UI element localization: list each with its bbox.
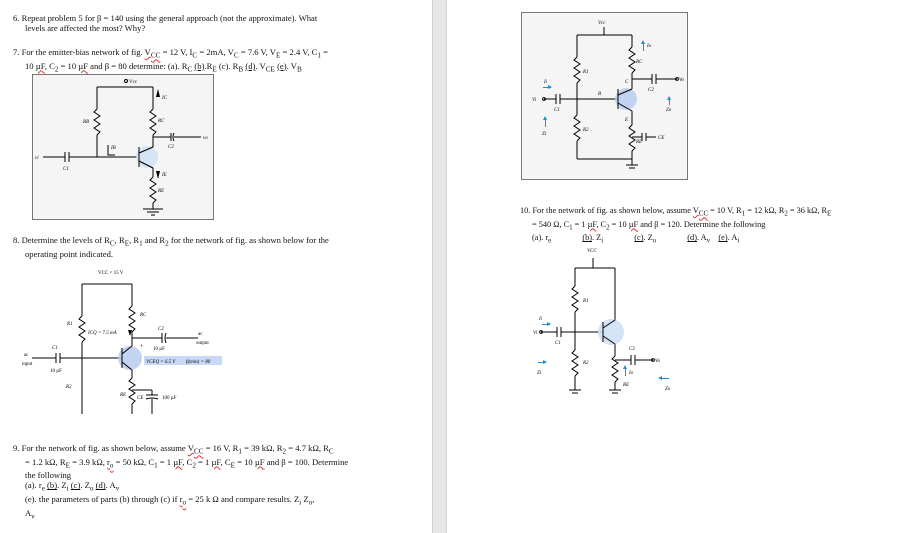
fig7-c2-label: C2 [168,145,174,150]
fig8-ac-out-label: ac [198,332,203,337]
fig8-c1-value: 10 µF [50,369,62,374]
fig7-c1-label: C1 [63,167,69,172]
fig10-c2-label: C2 [629,347,635,352]
fig10-c1-label: C1 [555,341,561,346]
bias-design-circuit [22,266,232,416]
fig7-vi-label: vi [35,156,39,161]
q10-line-2: = 540 Ω, $C_1 = 1$ µF, $C_2 = 10$ µF and β = 120. Determine the following [532,219,766,232]
page-gutter [432,0,447,533]
fig10-re-label: RE [623,383,630,388]
fig7-vcc-label: Vcc [129,80,138,85]
fig8-vceq-label: VCEQ = 6.5 V [146,360,176,365]
fig8-plus: + [140,344,144,350]
fig10-io-label: Io [629,371,634,376]
fig8-ce-value: 100 µF [162,396,177,401]
fig9-b-label: B [598,92,602,97]
left-page [0,0,432,533]
q6-line-1: 6. Repeat problem 5 for β = 140 using the general approach (not the approximate). What [13,13,318,23]
fig9-rc-label: RC [636,60,643,65]
question-8 [13,235,329,259]
fig9-r1-label: R1 [583,70,589,75]
fig9-c1-label: C1 [554,108,560,113]
q7-line-2: 10 µF, $C_2 = 10$ µF and β = 80 determine: (a). $R_C$ $(b).R_E$ (c). $R_B$ (d). $V_{CE}$ (e). $V_B$ [25,60,302,74]
q7-line-1: 7. For the emitter-bias network of fig. $V_{CC} = 12$ V, $I_C = 2mA$, $V_C = 7.6$ V, $V_E = 2.4$ V, $C_1$ = [13,47,328,60]
fig7-rb-label: RB [83,120,90,125]
q9-line-4: (a). $r_e$ (b). $Z_i$ (c). $Z_o$ (d). $A_v$ [25,480,120,494]
fig9-vcc-label: Vcc [598,21,606,26]
fig8-ac-in-label: ac [24,353,29,358]
fig10-vi-label: Vi [533,331,538,336]
fig10-r1-label: R1 [583,299,589,304]
fig9-zo-label: Zo [666,108,672,113]
q9-line-3: the following [25,470,72,481]
fig7-ie-label: IE [162,173,167,178]
question-7 [13,47,328,74]
q9-line-2: = 1.2 kΩ, $R_E = 3.9$ kΩ, $r_o = 50$ kΩ, $C_1 = 1$ µF, $C_2 = 1$ µF, $C_E = 10$ µF and β = 100. Determine [25,456,349,470]
question-6 [13,13,317,33]
q6-line-2: levels are affected the most? Why? [25,23,146,33]
fig10-ii-label: Ii [539,317,543,322]
fig8-vcc-label: VCC = 15 V [98,271,124,276]
fig9-ii-label: Ii [544,80,548,85]
emitter-follower-circuit [533,240,683,400]
q8-line-1: 8. Determine the levels of $R_C$, $R_E$, $R_1$ and $R_2$ for the network of fig. as shown below for the [13,235,329,248]
right-page [447,0,911,533]
fig9-c2-label: C2 [648,88,654,93]
voltage-divider-ce-circuit [522,13,687,179]
fig9-r2-label: R2 [583,128,589,133]
figure-emitter-follower [533,240,683,400]
q9-line-1: 9. For the network of fig. as shown below, assume $V_{CC} = 16$ V, $R_1 = 39$ kΩ, $R_2 = 4.7$ kΩ, $R_C$ [13,443,334,456]
fig8-c2-label: C2 [158,327,164,332]
figure-voltage-divider-ce [521,12,688,180]
q9-line-5: (e). the parameters of parts (b) through (c) if $r_o = 25$ k Ω and compare results. $Z_i$ $Z_o$, [25,494,315,507]
fig10-zo-label: Zo [665,387,671,392]
fig9-e-label: E [625,118,629,123]
fig8-rc-label: RC [140,313,147,318]
fig8-r1-label: R1 [67,322,73,327]
q10-line-1: 10. For the network of fig. as shown below, assume $V_{CC} = 10$ V, $R_1 = 12$ kΩ, $R_2 = 36$ kΩ, $R_E$ [520,206,832,218]
fig7-re-label: RE [158,189,165,194]
emitter-bias-circuit [33,75,213,219]
fig9-vo-label: Vo [679,78,684,83]
fig9-vi-label: Vi [532,98,537,103]
fig10-vcc-label: VCC [587,249,597,254]
fig9-c-label: C [625,80,629,85]
fig9-io-label: Io [647,44,652,49]
question-9 [13,443,348,522]
fig9-zi-label: Zi [542,132,547,137]
fig9-re-label: RE [636,140,643,145]
fig8-output-label: output [196,341,209,346]
fig8-c2-value: 10 µF [153,347,165,352]
fig8-beta-min-label: β(min) = 80 [186,360,211,365]
q8-line-2: operating point indicated. [25,248,114,259]
fig8-re-label: RE [120,393,127,398]
figure-bias-design [22,266,232,416]
fig8-r2-label: R2 [66,385,72,390]
fig7-ic-label: IC [162,96,167,101]
q9-line-6: $A_v$ [25,507,35,521]
fig10-zi-label: Zi [537,371,542,376]
fig8-c1-label: C1 [52,346,58,351]
fig7-vo-label: vo [203,136,208,141]
fig8-input-label: input [22,362,33,367]
fig8-ce-label: CE [137,396,144,401]
fig9-ce-label: CE [658,136,665,141]
fig10-vo-label: Vo [655,359,660,364]
figure-emitter-bias [32,74,214,220]
q10-line-3: (a). $r_e$ (b). $Z_i$ (c). $Z_o$ (d). $A_v$ (e). $A_i$ [532,233,740,245]
fig8-icq-label: ICQ = 7.5 mA [88,331,117,336]
fig7-rc-label: RC [158,119,165,124]
fig7-ib-label: IB [111,146,116,151]
fig10-r2-label: R2 [583,361,589,366]
